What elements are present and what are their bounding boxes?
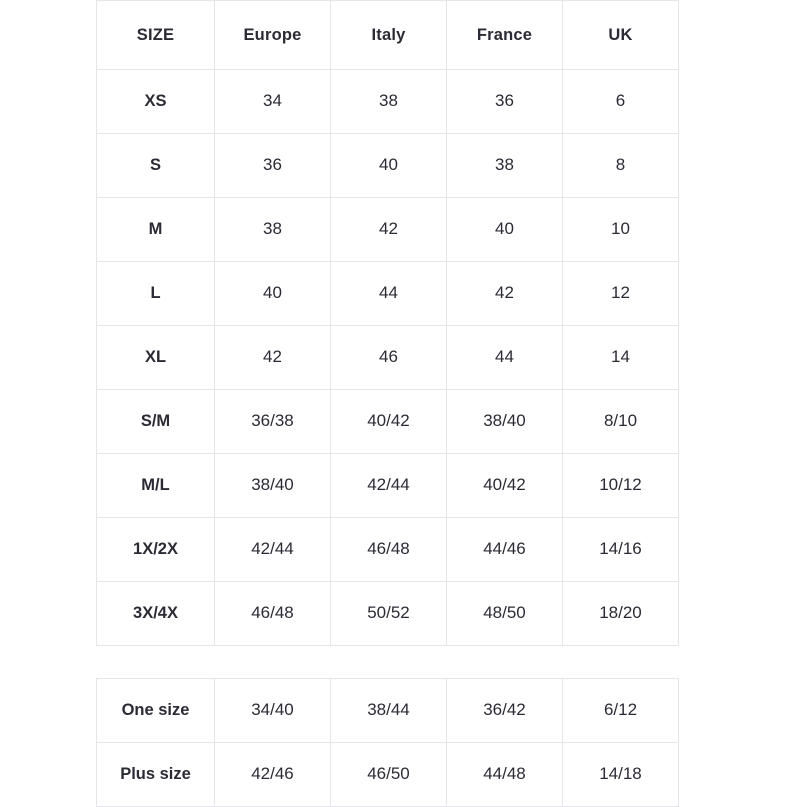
cell-france [447, 454, 563, 518]
cell-uk [563, 390, 679, 454]
cell-uk [563, 518, 679, 582]
cell-value: 42 [263, 347, 282, 367]
cell-value: 10 [611, 219, 630, 239]
row-label [97, 582, 215, 646]
row-label-text: XL [144, 348, 167, 367]
cell-value: 36/42 [483, 700, 526, 720]
cell-value: 42 [495, 283, 514, 303]
column-header-france [447, 1, 563, 70]
cell-value: 14/16 [599, 539, 642, 559]
table-row [97, 582, 679, 646]
cell-value: 18/20 [599, 603, 642, 623]
column-header-uk-label: UK [608, 25, 633, 44]
row-label [97, 198, 215, 262]
cell-value: 36/38 [251, 411, 294, 431]
table-row [97, 262, 679, 326]
row-label-text: One size [121, 701, 190, 720]
cell-europe [215, 582, 331, 646]
cell-value: 42/44 [367, 475, 410, 495]
cell-value: 34/40 [251, 700, 294, 720]
column-header-size [97, 1, 215, 70]
cell-france [447, 262, 563, 326]
row-label-text: M [148, 220, 163, 239]
table-row [97, 326, 679, 390]
size-conversion-table [96, 0, 679, 646]
column-header-europe-label: Europe [243, 25, 302, 44]
cell-value: 40 [263, 283, 282, 303]
column-header-france-label: France [476, 25, 533, 44]
cell-uk [563, 743, 679, 807]
tables-container [96, 0, 678, 807]
row-label [97, 518, 215, 582]
cell-uk [563, 70, 679, 134]
row-label-text: 1X/2X [133, 540, 178, 559]
table-body [97, 70, 679, 646]
cell-europe [215, 326, 331, 390]
cell-value: 34 [263, 91, 282, 111]
column-header-size-label: SIZE [136, 25, 175, 44]
cell-uk [563, 134, 679, 198]
cell-uk [563, 679, 679, 743]
cell-europe [215, 134, 331, 198]
row-label [97, 743, 215, 807]
cell-value: 36 [263, 155, 282, 175]
one-size-table [96, 678, 679, 807]
table-row [97, 198, 679, 262]
cell-uk [563, 198, 679, 262]
cell-value: 40 [379, 155, 398, 175]
table-spacer [96, 646, 678, 678]
cell-value: 38/40 [483, 411, 526, 431]
cell-france [447, 582, 563, 646]
cell-europe [215, 743, 331, 807]
cell-value: 14 [611, 347, 630, 367]
cell-value: 38/44 [367, 700, 410, 720]
table-row [97, 679, 679, 743]
cell-value: 46/50 [367, 764, 410, 784]
cell-value: 6 [615, 91, 626, 111]
table-row [97, 134, 679, 198]
cell-value: 14/18 [599, 764, 642, 784]
cell-europe [215, 454, 331, 518]
row-label-text: L [150, 284, 161, 303]
row-label [97, 326, 215, 390]
cell-value: 44/48 [483, 764, 526, 784]
cell-italy [331, 454, 447, 518]
cell-france [447, 518, 563, 582]
cell-value: 38 [495, 155, 514, 175]
cell-france [447, 134, 563, 198]
cell-uk [563, 454, 679, 518]
cell-france [447, 743, 563, 807]
cell-value: 42/44 [251, 539, 294, 559]
cell-europe [215, 70, 331, 134]
cell-europe [215, 518, 331, 582]
cell-italy [331, 198, 447, 262]
cell-italy [331, 390, 447, 454]
cell-value: 42/46 [251, 764, 294, 784]
cell-italy [331, 134, 447, 198]
cell-value: 48/50 [483, 603, 526, 623]
cell-france [447, 70, 563, 134]
column-header-uk [563, 1, 679, 70]
row-label [97, 454, 215, 518]
table-header-row [97, 1, 679, 70]
cell-italy [331, 582, 447, 646]
cell-value: 42 [379, 219, 398, 239]
table-header [97, 1, 679, 70]
row-label-text: 3X/4X [133, 604, 178, 623]
cell-value: 38 [379, 91, 398, 111]
row-label-text: S/M [140, 412, 171, 431]
row-label [97, 134, 215, 198]
cell-value: 38 [263, 219, 282, 239]
row-label-text: S [149, 156, 161, 175]
table-row [97, 518, 679, 582]
row-label [97, 679, 215, 743]
column-header-europe [215, 1, 331, 70]
cell-value: 40/42 [367, 411, 410, 431]
cell-value: 44 [379, 283, 398, 303]
cell-value: 6/12 [603, 700, 638, 720]
cell-italy [331, 70, 447, 134]
cell-value: 8/10 [603, 411, 638, 431]
column-header-italy [331, 1, 447, 70]
cell-france [447, 198, 563, 262]
cell-france [447, 326, 563, 390]
cell-value: 46/48 [251, 603, 294, 623]
cell-value: 36 [495, 91, 514, 111]
row-label [97, 70, 215, 134]
cell-value: 44 [495, 347, 514, 367]
cell-uk [563, 582, 679, 646]
table-row [97, 390, 679, 454]
cell-value: 40 [495, 219, 514, 239]
cell-value: 44/46 [483, 539, 526, 559]
one-size-table-body [97, 679, 679, 807]
cell-europe [215, 198, 331, 262]
cell-value: 38/40 [251, 475, 294, 495]
table-row [97, 70, 679, 134]
cell-italy [331, 518, 447, 582]
cell-europe [215, 679, 331, 743]
row-label-text: Plus size [120, 765, 191, 784]
cell-uk [563, 262, 679, 326]
cell-value: 12 [611, 283, 630, 303]
cell-france [447, 679, 563, 743]
cell-italy [331, 326, 447, 390]
cell-italy [331, 743, 447, 807]
cell-uk [563, 326, 679, 390]
cell-europe [215, 390, 331, 454]
cell-value: 46/48 [367, 539, 410, 559]
cell-italy [331, 679, 447, 743]
table-row [97, 743, 679, 807]
cell-value: 10/12 [599, 475, 642, 495]
cell-value: 40/42 [483, 475, 526, 495]
cell-value: 50/52 [367, 603, 410, 623]
cell-value: 46 [379, 347, 398, 367]
cell-europe [215, 262, 331, 326]
cell-value: 8 [615, 155, 626, 175]
row-label [97, 390, 215, 454]
table-row [97, 454, 679, 518]
row-label [97, 262, 215, 326]
row-label-text: XS [144, 92, 167, 111]
cell-italy [331, 262, 447, 326]
cell-france [447, 390, 563, 454]
row-label-text: M/L [141, 476, 170, 495]
column-header-italy-label: Italy [371, 25, 406, 44]
